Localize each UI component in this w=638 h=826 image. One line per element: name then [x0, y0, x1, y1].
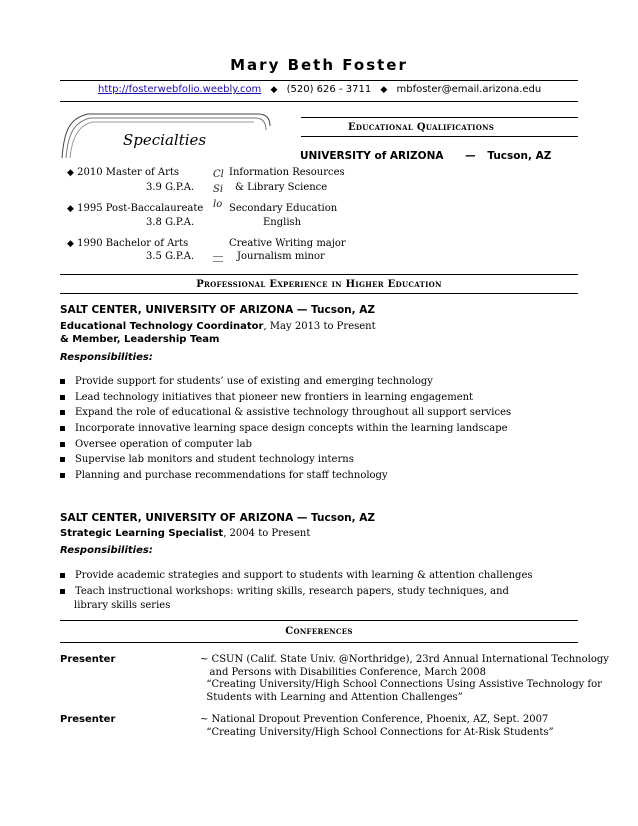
list-item: Teach instructional workshops: writing skills, research papers, study techniques, and [60, 584, 533, 600]
conference-line: “Creating University/High School Connections Using Assistive Technology for [200, 679, 602, 690]
education-rule-top [301, 117, 578, 118]
education-rule-bottom [301, 136, 578, 137]
responsibilities-label: Responsibilities: [60, 352, 153, 363]
email-text: mbfoster@email.arizona.edu [396, 84, 542, 95]
specialties-overlap-text [213, 167, 224, 212]
degree-field: Journalism minor [237, 251, 325, 262]
job-title-line [60, 321, 376, 332]
overlap-mark [213, 256, 223, 262]
list-item: Incorporate innovative learning space design concepts within the learning landscape [60, 421, 511, 437]
diamond-icon: ◆ [67, 168, 74, 178]
diamond-icon: ◆ [67, 204, 74, 214]
name-text: Mary Beth Foster [230, 56, 408, 74]
diamond-icon: ◆ [270, 85, 278, 95]
degree-gpa: 3.5 G.P.A. [146, 251, 195, 262]
conferences-rule-top [60, 620, 578, 621]
job-title-line [60, 528, 310, 539]
degree-field: Information Resources [229, 167, 345, 178]
conference-line: and Persons with Disabilities Conference, March 2008 [200, 666, 486, 678]
list-item: Provide academic strategies and support to students with learning & attention challenges [60, 568, 533, 584]
conference-role: Presenter [60, 654, 116, 665]
list-item: Lead technology initiatives that pioneer new frontiers in learning engagement [60, 390, 511, 406]
university-line [300, 150, 551, 162]
conferences-heading: Conferences [285, 626, 353, 637]
job-employer: SALT CENTER, UNIVERSITY OF ARIZONA — Tucson, AZ [60, 512, 376, 524]
degree-name: 1990 Bachelor of Arts [77, 238, 189, 249]
degree-item [67, 167, 179, 178]
university-location: Tucson, AZ [487, 150, 552, 162]
specialties-title: Specialties [123, 131, 207, 149]
degree-field: & Library Science [235, 182, 328, 193]
university-dash: — [465, 150, 476, 162]
overlap-fragment: Si [213, 184, 224, 195]
conferences-rule-bottom [60, 642, 578, 643]
list-item-continuation: library skills series [74, 600, 171, 611]
website-link[interactable]: http://fosterwebfolio.weebly.com [98, 84, 262, 95]
degree-field: Creative Writing major [229, 238, 346, 249]
experience-rule-bottom [60, 293, 578, 294]
job-title: Strategic Learning Specialist [60, 528, 224, 539]
list-item: Oversee operation of computer lab [60, 437, 511, 453]
degree-field: Secondary Education [229, 203, 338, 214]
resume-name [0, 56, 638, 74]
contact-line [98, 84, 541, 95]
conference-line: “Creating University/High School Connections for At-Risk Students” [200, 726, 554, 738]
degree-field: English [263, 217, 302, 228]
job-dates: , 2004 to Present [223, 528, 311, 539]
list-item: Planning and purchase recommendations for staff technology [60, 468, 511, 484]
conference-line: ~ CSUN (Calif. State Univ. @Northridge), 23rd Annual International Technology [200, 654, 609, 665]
list-item: Expand the role of educational & assistive technology throughout all support services [60, 405, 511, 421]
job-extra: & Member, Leadership Team [60, 334, 220, 345]
diamond-icon: ◆ [67, 239, 74, 249]
experience-heading: Professional Experience in Higher Education [196, 279, 442, 290]
conference-entry [200, 654, 609, 704]
degree-gpa: 3.8 G.P.A. [146, 217, 195, 228]
header-rule-bottom [60, 101, 578, 102]
education-heading: Educational Qualifications [348, 122, 495, 133]
phone-text: (520) 626 - 3711 [286, 84, 372, 95]
conference-line: ~ National Dropout Prevention Conference, Phoenix, AZ, Sept. 2007 [200, 714, 549, 725]
responsibilities-list [60, 374, 511, 484]
job-employer: SALT CENTER, UNIVERSITY OF ARIZONA — Tucson, AZ [60, 304, 376, 316]
conference-line: Students with Learning and Attention Challenges” [200, 691, 463, 703]
responsibilities-label: Responsibilities: [60, 545, 153, 556]
responsibilities-list [60, 568, 533, 599]
list-item: Provide support for students’ use of existing and emerging technology [60, 374, 511, 390]
header-rule-top [60, 80, 578, 81]
conference-role: Presenter [60, 714, 116, 725]
diamond-icon: ◆ [380, 85, 388, 95]
overlap-fragment: lo [213, 199, 223, 210]
degree-name: 2010 Master of Arts [77, 167, 180, 178]
university-name: UNIVERSITY of ARIZONA [300, 150, 444, 162]
degree-name: 1995 Post-Baccalaureate [77, 203, 204, 214]
experience-rule-top [60, 274, 578, 275]
conference-entry [200, 714, 554, 739]
job-title: Educational Technology Coordinator [60, 321, 264, 332]
job-dates: , May 2013 to Present [263, 321, 376, 332]
degree-item [67, 203, 203, 214]
list-item: Supervise lab monitors and student technology interns [60, 452, 511, 468]
degree-gpa: 3.9 G.P.A. [146, 182, 195, 193]
degree-item [67, 238, 188, 249]
overlap-fragment: Cl [213, 169, 224, 180]
